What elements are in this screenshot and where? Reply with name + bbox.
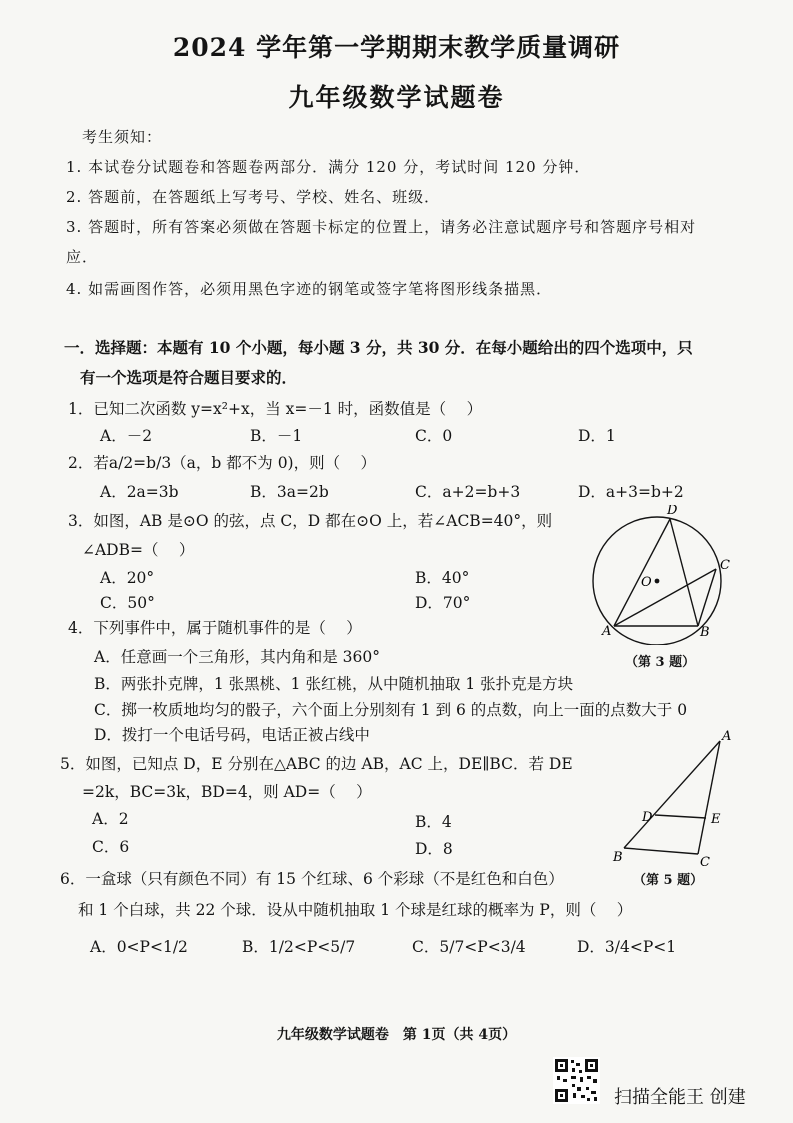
q1-option-d: D．1 [578, 427, 616, 445]
page-title: 2024 学年第一学期期末教学质量调研 [172, 33, 621, 62]
notice-item: 3. 答题时，所有答案必须做在答题卡标定的位置上，请务必注意试题序号和答题序号相对 [66, 218, 697, 236]
q1-option-c: C．0 [415, 427, 453, 445]
figure-q5-caption: （第 5 题） [633, 873, 704, 888]
question-3-stem-line1: 3．如图，AB 是⊙O 的弦，点 C，D 都在⊙O 上，若∠ACB=40°，则 [68, 512, 553, 530]
label-o: O [641, 575, 652, 590]
q5-option-d: D．8 [415, 840, 453, 858]
figure-q5-triangle [605, 725, 740, 873]
label-c: C [700, 855, 710, 870]
question-5-stem-line1: 5．如图，已知点 D，E 分别在△ABC 的边 AB，AC 上，DE∥BC．若 DE [60, 755, 573, 773]
page-footer: 九年级数学试题卷 第 1页（共 4页） [276, 1027, 517, 1043]
question-4-stem: 4．下列事件中，属于随机事件的是（ ） [68, 619, 362, 637]
side-ac [698, 741, 720, 854]
q4-option-a: A．任意画一个三角形，其内角和是 360° [94, 648, 380, 666]
notice-item: 2. 答题前，在答题纸上写考号、学校、姓名、班级． [66, 188, 441, 206]
q2-option-a: A．2a=3b [100, 483, 179, 501]
question-6-stem-line2: 和 1 个白球，共 22 个球．设从中随机抽取 1 个球是红球的概率为 P，则（ ） [78, 901, 633, 919]
label-a: A [602, 624, 612, 639]
label-b: B [700, 625, 710, 640]
q4-option-d: D．拨打一个电话号码，电话正被占线中 [94, 726, 370, 744]
q3-option-b: B．40° [415, 569, 470, 587]
notice-heading: 考生须知： [82, 128, 163, 146]
qr-code-icon [553, 1057, 600, 1104]
q4-option-c: C．掷一枚质地均匀的骰子，六个面上分别刻有 1 到 6 的点数，向上一面的点数大于 0 [94, 701, 688, 719]
q1-option-b: B．－1 [250, 427, 303, 445]
q5-option-b: B．4 [415, 813, 452, 831]
figure-q3-circle [585, 505, 745, 645]
question-1-stem: 1．已知二次函数 y=x²+x，当 x=－1 时，函数值是（ ） [68, 400, 483, 418]
q1-option-a: A．－2 [100, 427, 153, 445]
q6-option-a: A．0<P<1/2 [90, 938, 188, 956]
q2-option-c: C．a+2=b+3 [415, 483, 521, 501]
q2-option-b: B．3a=2b [250, 483, 329, 501]
q5-option-a: A．2 [92, 810, 129, 828]
notice-item: 1. 本试卷分试题卷和答题卷两部分．满分 120 分，考试时间 120 分钟． [66, 158, 591, 176]
question-2-stem: 2．若a/2=b/3（a，b 都不为 0)，则（ ） [68, 454, 377, 472]
section-heading-line1: 一．选择题：本题有 10 个小题，每小题 3 分，共 30 分．在每小题给出的四个选项中，只 [64, 338, 693, 357]
label-a: A [722, 729, 732, 744]
label-d: D [667, 505, 678, 518]
q3-option-d: D．70° [415, 594, 471, 612]
q6-option-c: C．5/7<P<3/4 [412, 938, 526, 956]
notice-item: 4. 如需画图作答，必须用黑色字迹的钢笔或签字笔将图形线条描黑． [66, 280, 553, 298]
question-6-stem-line1: 6．一盒球（只有颜色不同）有 15 个红球、6 个彩球（不是红色和白色） [60, 870, 564, 888]
label-b: B [613, 850, 623, 865]
q3-option-c: C．50° [100, 594, 155, 612]
chord-db [670, 519, 698, 626]
label-c: C [720, 558, 730, 573]
section-heading-line2: 有一个选项是符合题目要求的． [80, 368, 298, 387]
q5-option-c: C．6 [92, 838, 130, 856]
q6-option-b: B．1/2<P<5/7 [242, 938, 356, 956]
q3-option-a: A．20° [100, 569, 155, 587]
label-d: D [642, 810, 653, 825]
figure-q3-caption: （第 3 题） [625, 655, 696, 670]
q2-option-d: D．a+3=b+2 [578, 483, 684, 501]
question-3-stem-line2: ∠ADB=（ ） [82, 541, 195, 559]
notice-item: 应． [66, 248, 99, 266]
side-bc [624, 848, 698, 854]
center-dot-o [655, 579, 660, 584]
question-5-stem-line2: =2k，BC=3k，BD=4，则 AD=（ ） [82, 783, 372, 801]
side-ab [624, 741, 720, 848]
label-e: E [711, 812, 721, 827]
q4-option-b: B．两张扑克牌，1 张黑桃、1 张红桃，从中随机抽取 1 张扑克是方块 [94, 675, 574, 693]
page-subtitle: 九年级数学试题卷 [288, 83, 505, 112]
q6-option-d: D．3/4<P<1 [577, 938, 677, 956]
watermark-text: 扫描全能王 创建 [614, 1087, 746, 1108]
segment-de [655, 815, 706, 818]
